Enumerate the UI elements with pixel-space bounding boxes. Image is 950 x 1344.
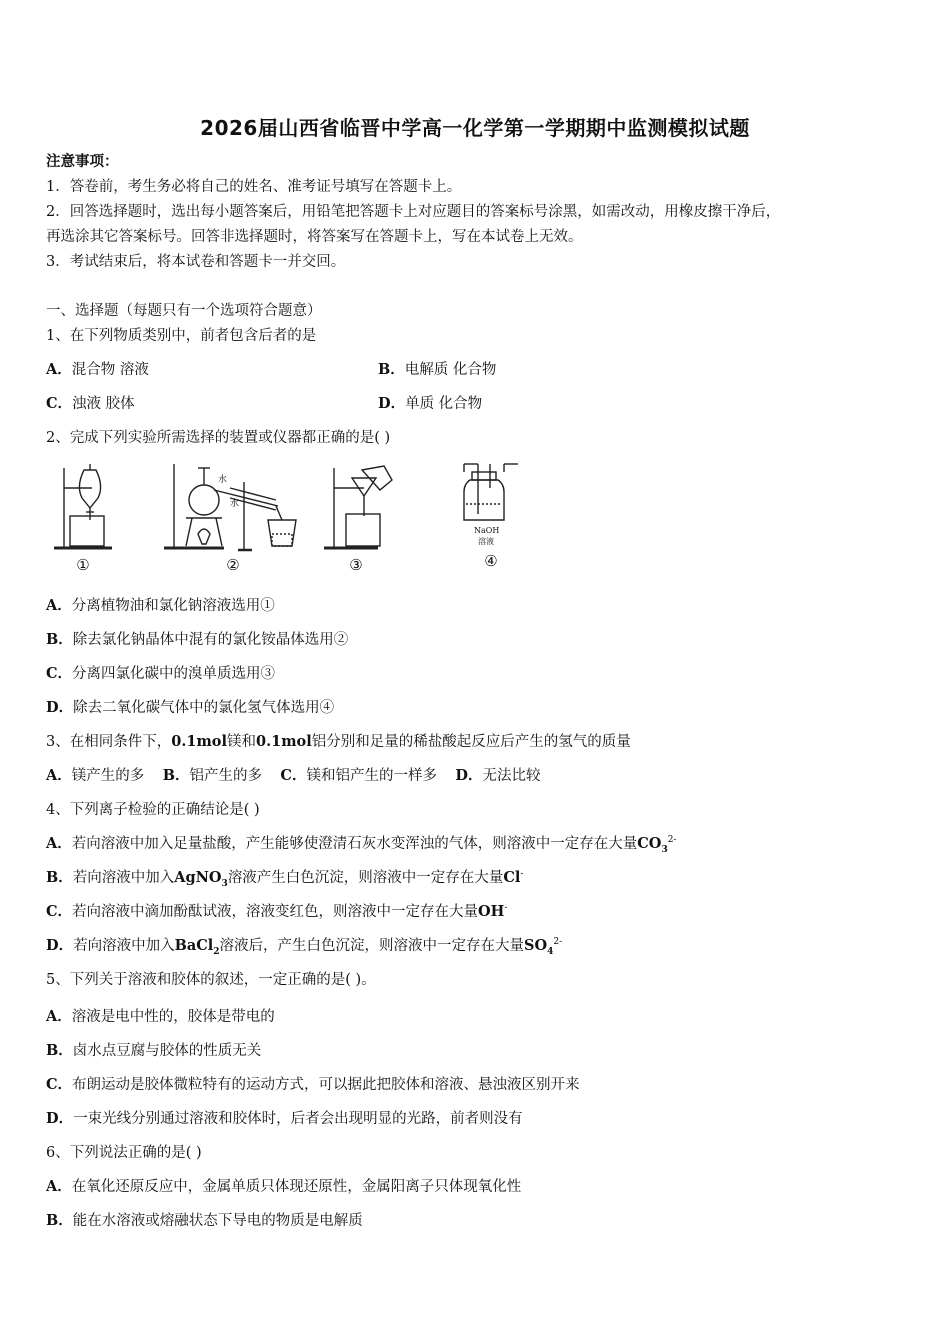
page-title: 2026届山西省临晋中学高一化学第一学期期中监测模拟试题 — [200, 116, 750, 140]
q6-option-b: B．能在水溶液或熔融状态下导电的物质是电解质 — [46, 1212, 363, 1229]
q3-options: A．镁产生的多 B．铝产生的多 C．镁和铝产生的一样多 D．无法比较 — [46, 767, 541, 784]
q6-stem: 6、下列说法正确的是( ) — [46, 1145, 202, 1161]
figure-label-3: ③ — [349, 556, 363, 574]
q4-option-a: A．若向溶液中加入足量盐酸，产生能够使澄清石灰水变浑浊的气体，则溶液中一定存在大量$CO_3^{2-}$ — [46, 835, 677, 855]
q2-option-c: C．分离四氯化碳中的溴单质选用③ — [46, 665, 276, 682]
notice-item-1: 1．答卷前，考生务必将自己的姓名、准考证号填写在答题卡上。 — [46, 179, 462, 195]
q2-option-d: D．除去二氧化碳气体中的氯化氢气体选用④ — [46, 699, 335, 716]
figure-label-2: ② — [226, 556, 240, 574]
water-label-2: 水 — [230, 499, 240, 509]
notice-heading: 注意事项： — [46, 153, 119, 170]
filtration-apparatus — [324, 466, 392, 548]
q4-stem: 4、下列离子检验的正确结论是( ) — [46, 802, 260, 818]
naoh-label: NaOH — [474, 526, 500, 535]
q1-option-c: C．浊液 胶体 — [46, 395, 135, 412]
q2-option-a: A．分离植物油和氯化钠溶液选用① — [46, 597, 275, 614]
q5-option-c: C．布朗运动是胶体微粒特有的运动方式，可以据此把胶体和溶液、悬浊液区别开来 — [46, 1076, 580, 1093]
q6-option-a: A．在氧化还原反应中，金属单质只体现还原性，金属阳离子只体现氧化性 — [46, 1178, 522, 1195]
solution-label: 溶液 — [478, 537, 494, 546]
q1-option-d: D．单质 化合物 — [378, 395, 483, 412]
q5-option-a: A．溶液是电中性的，胶体是带电的 — [46, 1008, 275, 1025]
water-label-1: 水 — [218, 475, 228, 485]
section-heading: 一、选择题（每题只有一个选项符合题意） — [46, 303, 322, 319]
q2-stem: 2、完成下列实验所需选择的装置或仪器都正确的是( ) — [46, 430, 391, 446]
q1-option-a: A．混合物 溶液 — [46, 361, 149, 378]
q4-option-b: B．若向溶液中加入AgNO$_3$溶液产生白色沉淀，则溶液中一定存在大量Cl- — [46, 869, 524, 889]
apparatus-figure — [46, 458, 566, 583]
q5-option-d: D．一束光线分别通过溶液和胶体时，后者会出现明显的光路，前者则没有 — [46, 1110, 523, 1127]
separatory-funnel-apparatus — [54, 464, 112, 548]
q3-stem: 3、在相同条件下，0.1mol镁和0.1mol铝分别和足量的稀盐酸起反应后产生的氢气的质量 — [46, 733, 631, 750]
figure-label-4: ④ — [484, 552, 498, 570]
figure-label-1: ① — [76, 556, 90, 574]
q4-option-d: D．若向溶液中加入BaCl$_2$溶液后，产生白色沉淀，则溶液中一定存在大量$SO_4^{2-}$ — [46, 937, 563, 957]
q1-option-b: B．电解质 化合物 — [378, 361, 497, 378]
q2-option-b: B．除去氯化钠晶体中混有的氯化铵晶体选用② — [46, 631, 349, 648]
q1-stem: 1、在下列物质类别中，前者包含后者的是 — [46, 328, 317, 344]
notice-item-3: 3．考试结束后，将本试卷和答题卡一并交回。 — [46, 254, 346, 270]
q4-option-c: C．若向溶液中滴加酚酞试液，溶液变红色，则溶液中一定存在大量OH- — [46, 903, 508, 920]
q5-option-b: B．卤水点豆腐与胶体的性质无关 — [46, 1042, 262, 1059]
q5-stem: 5、下列关于溶液和胶体的叙述，一定正确的是( )。 — [46, 972, 376, 988]
gas-washing-bottle — [464, 464, 518, 520]
notice-item-2: 2．回答选择题时，选出每小题答案后，用铅笔把答题卡上对应题目的答案标号涂黑，如需改动，用橡皮擦干净后， — [46, 204, 781, 220]
notice-item-2-cont: 再选涂其它答案标号。回答非选择题时，将答案写在答题卡上，写在本试卷上无效。 — [46, 229, 583, 245]
